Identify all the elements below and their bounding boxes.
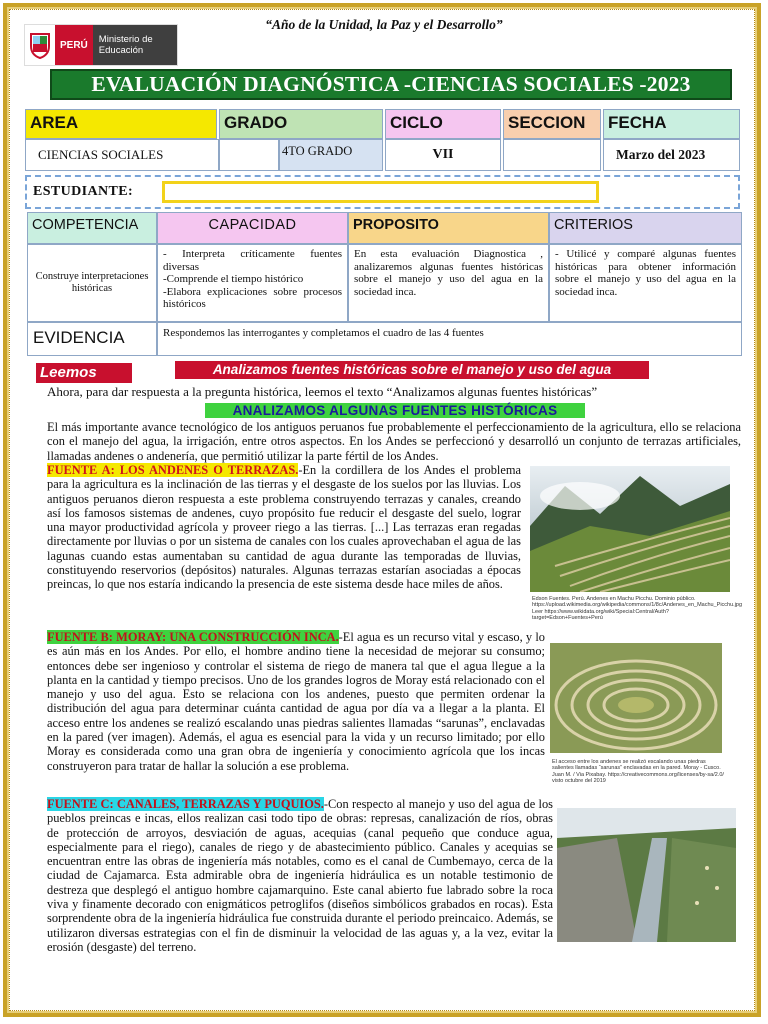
intro-text: Ahora, para dar respuesta a la pregunta histórica, leemos el texto “Analizamos algunas fuentes históricas” <box>47 384 598 399</box>
competencia-header: COMPETENCIA <box>27 212 157 244</box>
evidencia-value: Respondemos las interrogantes y completamos el cuadro de las 4 fuentes <box>157 322 742 356</box>
fuente-b-label: FUENTE B: MORAY: UNA CONSTRUCCIÓN INCA. <box>47 630 339 644</box>
fuente-c-paragraph <box>47 797 553 954</box>
logo-ministry: Ministerio de Educación <box>93 25 177 65</box>
fuente-b-paragraph <box>47 630 545 773</box>
cumbemayo-photo <box>557 808 736 942</box>
page-title: EVALUACIÓN DIAGNÓSTICA -CIENCIAS SOCIALES -2023 <box>50 69 732 100</box>
grado-blank-cell <box>219 139 279 171</box>
proposito-header: PROPOSITO <box>348 212 549 244</box>
fuente-a-text: -En la cordillera de los Andes el problema para la agricultura es la inclinación de las tierras y el desgaste de los suelos por las lluvias. Los antiguos peruanos dieron respuesta a este problema construyendo terrazas y canales, creando así los famosos sistemas de andenes, cuyo propósito fue reducir el desgaste del suelo, lograr una mayor productividad agrícola y proveer riego a las tierras. [...] Las terrazas eran regadas directamente por lluvias o por un sistema de canales con los cuales aprovechaban el agua de las lagunas cuando estas aumentaban su cantidad de agua durante las temporadas de lluvias, constituyendo reservorios (depósitos) naturales. Algunas terrazas estarían asociadas a épocas preincas, lo que nos estaría indicando la presencia de este sistema desde hace miles de años. <box>47 463 521 592</box>
andenes-caption: Edson Fuentes. Perú. Andenes en Machu Picchu. Dominio público. https://upload.wikimedia.org/wikipedia/commons/1/8c/Andenes_en_Machu_Picchu.jpg Leer https://www.wikidata.org/wiki/Special:Central/Auth?target=Edson+Fuentes+Perú <box>532 596 743 621</box>
estudiante-label: ESTUDIANTE: <box>33 184 134 199</box>
moray-caption: El acceso entre los andenes se realizó escalando unas piedras salientes llamadas “sarunas” enclavadas en la pared. Moray - Cusco. Juan M. / Via Pixabay. https://creativecommons.org/licenses/by-sa/2.0/ visto octubre del 2019 <box>552 759 724 784</box>
ciclo-value: VII <box>385 139 501 171</box>
section-subheading: ANALIZAMOS ALGUNAS FUENTES HISTÓRICAS <box>205 403 585 418</box>
minedu-logo <box>24 24 178 66</box>
seccion-value[interactable] <box>503 139 601 171</box>
fecha-header: FECHA <box>603 109 740 139</box>
fuente-c-text: -Con respecto al manejo y uso del agua de los pueblos preincas e incas, ellos realizan casi todo tipo de obras: represas, canalización de ríos, obras de protección de arroyos, desviación de aguas, acequias (canal pequeño que conduce agua, especialmente para el riego), canales de riego y de abastecimiento público. Canales y acequias se encuentran entre las obras de ingeniería más notables, como es el canal de Cumbemayo, cerca de la ciudad de Cajamarca. Esta admirable obra de ingeniería hidráulica es un notable testimonio de destreza que desplegó el antiguo hombre cajamarquino. Este canal abierto fue labrado sobre la roca viva y finamente decorado con enigmáticos petroglifos (diseños simbólicos grabados en rocas). Esta sorprendente obra de la ingeniería hidráulica fue construida durante el periodo preincaico. Además, se utilizaron diversas estrategias con el fin de disminuir la velocidad de las aguas y, a la vez, evitar la erosión (desgaste) del terreno. <box>47 797 553 954</box>
fecha-value: Marzo del 2023 <box>603 139 740 171</box>
criterios-header: CRITERIOS <box>549 212 742 244</box>
seccion-header: SECCION <box>503 109 601 139</box>
section-banner: Analizamos fuentes históricas sobre el manejo y uso del agua <box>175 361 649 379</box>
fuente-c-label: FUENTE C: CANALES, TERRAZAS Y PUQUIOS. <box>47 797 324 811</box>
andenes-photo <box>530 466 730 592</box>
competencia-value: Construye interpretaciones históricas <box>27 244 157 322</box>
ciclo-header: CICLO <box>385 109 501 139</box>
logo-country: PERÚ <box>55 25 93 65</box>
estudiante-row <box>25 175 740 209</box>
criterios-value: - Utilicé y comparé algunas fuentes históricas para obtener información sobre el manejo y uso del agua en la sociedad inca. <box>549 244 742 322</box>
fuente-a-paragraph <box>47 463 521 592</box>
fuente-b-text: -El agua es un recurso vital y escaso, y lo es aún más en los Andes. Por ello, el hombre andino tiene la necesidad de mejorar su consumo; entonces debe ser ingenioso y controlar el sistema de riego de manera tal que el agua llegue a la planta en la cantidad y tiempo precisos. Uno de los grandes logros de Moray está relacionado con el manejo y uso del agua. Esto se relaciona con los andenes, puesto que permiten ordenar la distribución del agua para determinar cuánta cantidad de agua por día va a llegar a la planta. El acceso entre los andenes se realizó escalando unas piedras salientes llamadas “sarunas”, enclavadas en la pared (ver imagen). Además, el agua es esencial para la vida y un recurso limitado; por ello Moray es considerada como una gran obra de ingeniería y conocimiento agrícola que los incas construyeron para tratar de hallar la solución a ese problema. <box>47 630 545 773</box>
year-motto: “Año de la Unidad, la Paz y el Desarrollo” <box>265 17 503 32</box>
capacidad-header: CAPACIDAD <box>157 212 348 244</box>
grado-value: 4TO GRADO <box>279 139 383 171</box>
moray-photo <box>550 643 722 753</box>
peru-coat-of-arms-icon <box>25 25 55 65</box>
leemos-label: Leemos <box>36 363 132 383</box>
proposito-value: En esta evaluación Diagnostica , analizaremos algunas fuentes históricas sobre el manejo y uso del agua en la sociedad inca. <box>348 244 549 322</box>
body-intro: El más importante avance tecnológico de los antiguos peruanos fue probablemente el perfeccionamiento de la agricultura, ello se relaciona con el manejo del agua, la irrigación, entre otros aspectos. En los Andes se perfeccionó y desarrolló un conjunto de terrazas artificiales, llamadas andenes o andenería, que permitió utilizar la parte fértil de los Andes. <box>47 420 741 463</box>
capacidad-value: - Interpreta críticamente fuentes diversas -Comprende el tiempo histórico -Elabora explicaciones sobre procesos históricos <box>157 244 348 322</box>
evidencia-label: EVIDENCIA <box>27 322 157 356</box>
fuente-a-label: FUENTE A: LOS ANDENES O TERRAZAS. <box>47 463 299 477</box>
estudiante-field[interactable] <box>162 181 599 203</box>
area-value: CIENCIAS SOCIALES <box>25 139 219 171</box>
grado-header: GRADO <box>219 109 383 139</box>
area-header: AREA <box>25 109 217 139</box>
